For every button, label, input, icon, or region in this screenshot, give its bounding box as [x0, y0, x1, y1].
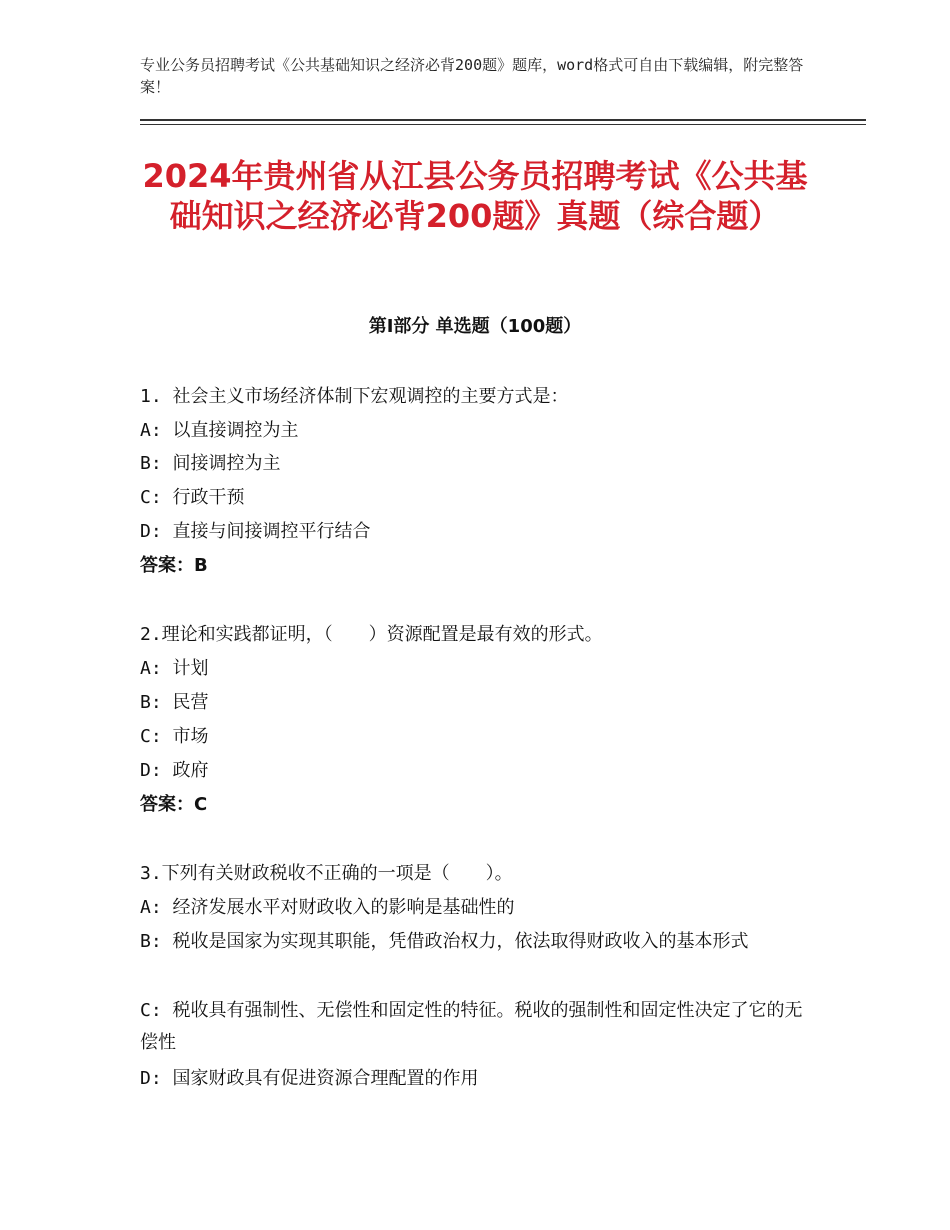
question-2-option-b: B: 民营 — [140, 692, 209, 713]
question-3-option-c: C: 税收具有强制性、无偿性和固定性的特征。税收的强制性和固定性决定了它的无偿性 — [140, 1000, 803, 1053]
question-2-stem: 2.理论和实践都证明，（ ）资源配置是最有效的形式。 — [140, 624, 603, 645]
question-1-answer: 答案：B — [140, 555, 208, 576]
header-note: 专业公务员招聘考试《公共基础知识之经济必背200题》题库，word格式可自由下载编辑，附完整答案！ — [140, 56, 804, 96]
question-1-stem: 1. 社会主义市场经济体制下宏观调控的主要方式是： — [140, 386, 569, 407]
header-rule-thick — [140, 119, 866, 121]
question-3-stem: 3.下列有关财政税收不正确的一项是（ ）。 — [140, 863, 513, 884]
question-2-option-d: D: 政府 — [140, 760, 209, 781]
question-3-option-d: D: 国家财政具有促进资源合理配置的作用 — [140, 1068, 479, 1089]
question-2-answer: 答案：C — [140, 794, 208, 815]
section-title: 第Ⅰ部分 单选题（100题） — [368, 316, 582, 337]
question-2-option-c: C: 市场 — [140, 726, 209, 747]
question-1-option-a: A: 以直接调控为主 — [140, 420, 299, 441]
question-1-option-d: D: 直接与间接调控平行结合 — [140, 521, 371, 542]
question-1-option-c: C: 行政干预 — [140, 487, 245, 508]
question-3-option-b: B: 税收是国家为实现其职能，凭借政治权力，依法取得财政收入的基本形式 — [140, 931, 749, 952]
question-3-option-a: A: 经济发展水平对财政收入的影响是基础性的 — [140, 897, 515, 918]
document-title: 2024年贵州省从江县公务员招聘考试《公共基础知识之经济必背200题》真题（综合题） — [142, 157, 808, 235]
header-rule-thin — [140, 124, 866, 125]
question-2-option-a: A: 计划 — [140, 658, 209, 679]
question-1-option-b: B: 间接调控为主 — [140, 453, 281, 474]
